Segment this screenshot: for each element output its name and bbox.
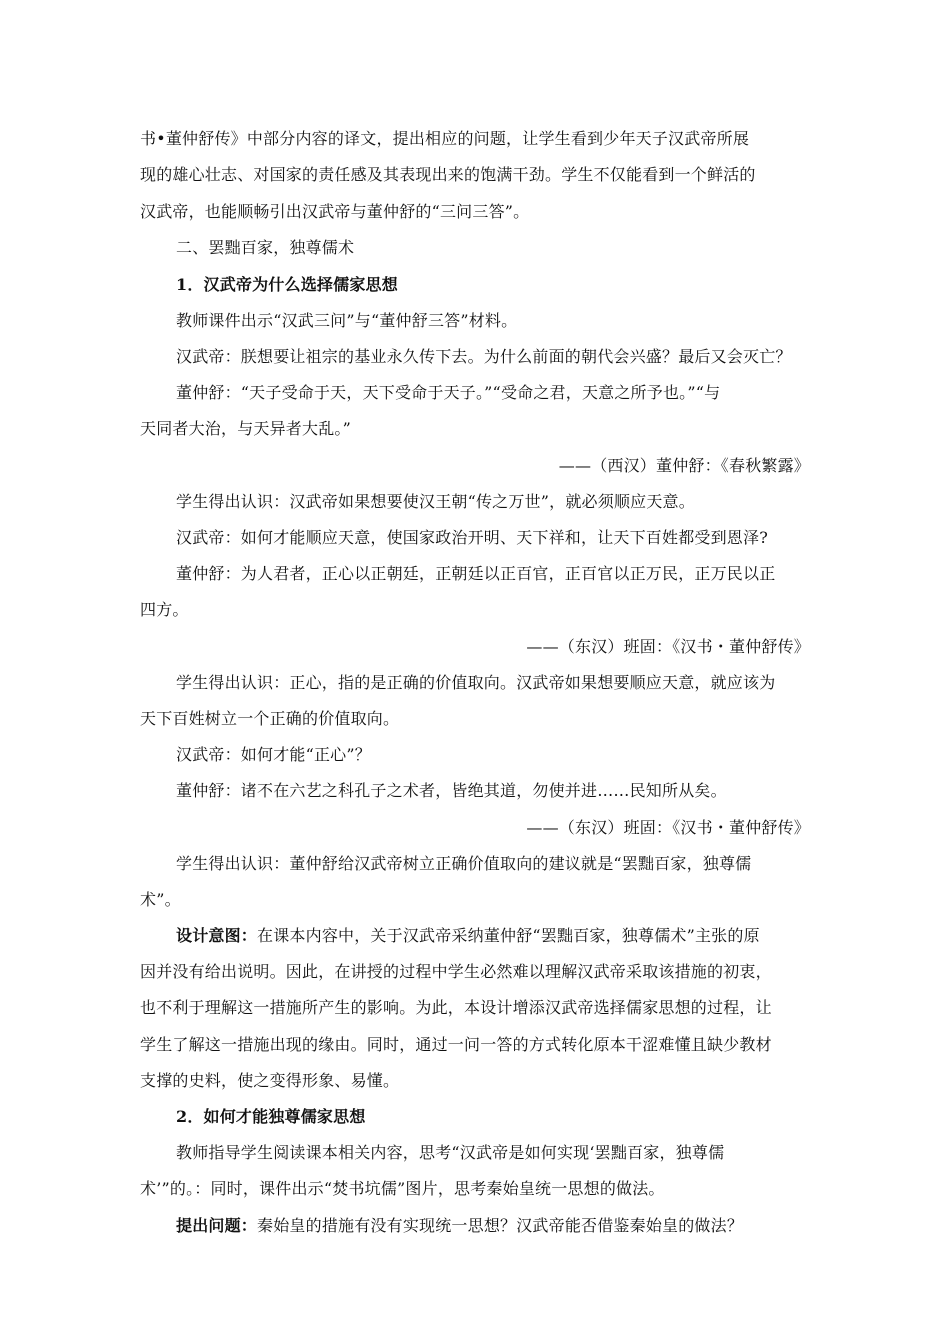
paragraph-line: 书•董仲舒传》中部分内容的译文，提出相应的问题，让学生看到少年天子汉武帝所展 — [140, 129, 750, 148]
dialogue-line: 四方。 — [140, 600, 189, 619]
paragraph-line: 术”。 — [140, 890, 181, 909]
design-intent-text: 在课本内容中，关于汉武帝采纳董仲舒“罢黜百家，独尊儒术”主张的原 — [257, 926, 760, 945]
dialogue-line: 汉武帝：如何才能“正心”？ — [176, 745, 371, 764]
dialogue-line: 天同者大治，与天异者大乱。” — [140, 419, 351, 438]
section-heading: 二、罢黜百家，独尊儒术 — [176, 238, 355, 257]
dialogue-line: 汉武帝：朕想要让祖宗的基业永久传下去。为什么前面的朝代会兴盛？最后又会灭亡？ — [176, 347, 792, 366]
paragraph-line: 支撑的史料，使之变得形象、易懂。 — [140, 1071, 400, 1090]
source-citation: ——（东汉）班固：《汉书・董仲舒传》 — [526, 818, 810, 837]
source-citation: ——（西汉）董仲舒：《春秋繁露》 — [558, 456, 810, 475]
paragraph-line: 学生了解这一措施出现的缘由。同时，通过一问一答的方式转化原本干涩难懂且缺少教材 — [140, 1035, 772, 1054]
dialogue-line: 董仲舒：“天子受命于天，天下受命于天子。”“受命之君，天意之所予也。”“与 — [176, 383, 721, 402]
paragraph-line: 教师指导学生阅读课本相关内容，思考“汉武帝是如何实现‘罢黜百家，独尊儒 — [176, 1143, 725, 1162]
paragraph-line: 学生得出认识：正心，指的是正确的价值取向。汉武帝如果想要顺应天意，就应该为 — [176, 673, 776, 692]
question-label: 提出问题： — [176, 1216, 258, 1235]
subsection-heading: 1．汉武帝为什么选择儒家思想 — [176, 275, 398, 294]
design-intent-label: 设计意图： — [176, 926, 258, 945]
subsection-heading: 2．如何才能独尊儒家思想 — [176, 1107, 366, 1126]
paragraph-line: 术’”的。：同时，课件出示“焚书坑儒”图片，思考秦始皇统一思想的做法。 — [140, 1179, 665, 1198]
source-citation: ——（东汉）班固：《汉书・董仲舒传》 — [526, 637, 810, 656]
dialogue-line: 汉武帝：如何才能顺应天意，使国家政治开明、天下祥和，让天下百姓都受到恩泽? — [176, 528, 768, 547]
paragraph-line: 因并没有给出说明。因此，在讲授的过程中学生必然难以理解汉武帝采取该措施的初衷， — [140, 962, 772, 981]
paragraph-line: 学生得出认识：董仲舒给汉武帝树立正确价值取向的建议就是“罢黜百家，独尊儒 — [176, 854, 752, 873]
paragraph-line: 现的雄心壮志、对国家的责任感及其表现出来的饱满干劲。学生不仅能看到一个鲜活的 — [140, 165, 756, 184]
paragraph-line: 天下百姓树立一个正确的价值取向。 — [140, 709, 400, 728]
paragraph-line: 教师课件出示“汉武三问”与“董仲舒三答”材料。 — [176, 311, 518, 330]
question-text: 秦始皇的措施有没有实现统一思想？汉武帝能否借鉴秦始皇的做法？ — [257, 1216, 744, 1235]
dialogue-line: 董仲舒：为人君者，正心以正朝廷，正朝廷以正百官，正百官以正万民，正万民以正 — [176, 564, 776, 583]
dialogue-line: 董仲舒：诸不在六艺之科孔子之术者，皆绝其道，勿使并进……民知所从矣。 — [176, 781, 727, 800]
paragraph-line: 学生得出认识：汉武帝如果想要使汉王朝“传之万世”，就必须顺应天意。 — [176, 492, 695, 511]
paragraph-line: 也不利于理解这一措施所产生的影响。为此，本设计增添汉武帝选择儒家思想的过程，让 — [140, 998, 772, 1017]
question-line — [176, 1215, 743, 1237]
design-intent-line — [176, 925, 760, 947]
paragraph-line: 汉武帝，也能顺畅引出汉武帝与董仲舒的“三问三答”。 — [140, 202, 530, 221]
